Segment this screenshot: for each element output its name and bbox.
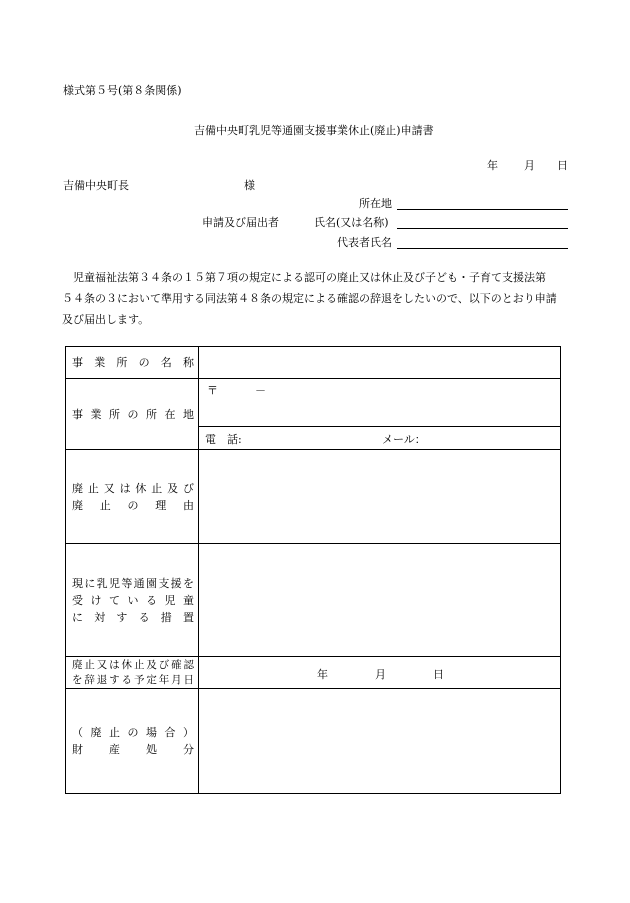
facility-address-label: 事業所の所在地 [72, 407, 194, 421]
address-underline[interactable] [397, 197, 568, 210]
date-year: 年 [487, 159, 498, 172]
scheduled-date-label-1: 廃止又は休止及び確認 [72, 658, 194, 671]
property-label-cell [66, 689, 199, 794]
name-underline[interactable] [397, 216, 568, 229]
addressee-name: 吉備中央町長 [63, 179, 129, 192]
date-day: 日 [557, 159, 568, 172]
measures-field[interactable] [199, 544, 561, 657]
facility-name-label-cell [66, 347, 199, 379]
scheduled-day: 日 [433, 668, 444, 681]
property-field[interactable] [199, 689, 561, 794]
body-line-1: 児童福祉法第３４条の１５第７項の規定による認可の廃止又は休止及び子ども・子育て支援法第 [73, 271, 546, 284]
measures-label-2: 受けている児童 [72, 593, 194, 607]
body-line-2: ５４条の３において準用する同法第４８条の規定による確認の辞退をしたいので、以下のとおり申請 [62, 292, 557, 305]
reason-label-2: 廃止の理由 [72, 498, 194, 512]
application-table [65, 346, 561, 794]
property-label-2: 財産処分 [72, 743, 194, 756]
scheduled-year: 年 [317, 668, 328, 681]
postal-dash: － [255, 384, 266, 397]
phone-label: 電 話: [205, 433, 242, 446]
facility-address-label-cell [66, 379, 199, 450]
representative-underline[interactable] [397, 236, 568, 249]
form-number: 様式第５号(第８条関係) [63, 84, 182, 97]
scheduled-date-label-cell [66, 657, 199, 689]
reason-label-cell [66, 450, 199, 544]
addressee-honorific: 様 [244, 179, 255, 192]
name-label: 氏名(又は名称) [314, 216, 389, 229]
date-month: 月 [524, 159, 535, 172]
address-label: 所在地 [359, 197, 392, 210]
property-label-1: （廃止の場合） [72, 726, 194, 739]
applicant-role: 申請及び届出者 [202, 216, 279, 229]
postal-address-field[interactable] [199, 379, 561, 427]
scheduled-date-label-2: を辞退する予定年月日 [72, 673, 194, 686]
postal-mark: 〒 [207, 384, 218, 397]
reason-label-1: 廃止又は休止及び [72, 481, 194, 495]
scheduled-month: 月 [375, 668, 386, 681]
facility-name-field[interactable] [199, 347, 561, 379]
contact-field[interactable] [199, 427, 561, 450]
mail-label: メール： [382, 433, 426, 446]
measures-label-3: に対する措置 [72, 610, 194, 624]
document-title: 吉備中央町乳児等通園支援事業休止(廃止)申請書 [194, 124, 434, 137]
scheduled-date-field[interactable] [199, 657, 561, 689]
reason-field[interactable] [199, 450, 561, 544]
representative-label: 代表者氏名 [337, 236, 392, 249]
body-line-3: 及び届出します。 [62, 313, 150, 326]
measures-label-1: 現に乳児等通園支援を [72, 576, 194, 590]
facility-name-label: 事業所の名称 [72, 356, 194, 369]
measures-label-cell [66, 544, 199, 657]
